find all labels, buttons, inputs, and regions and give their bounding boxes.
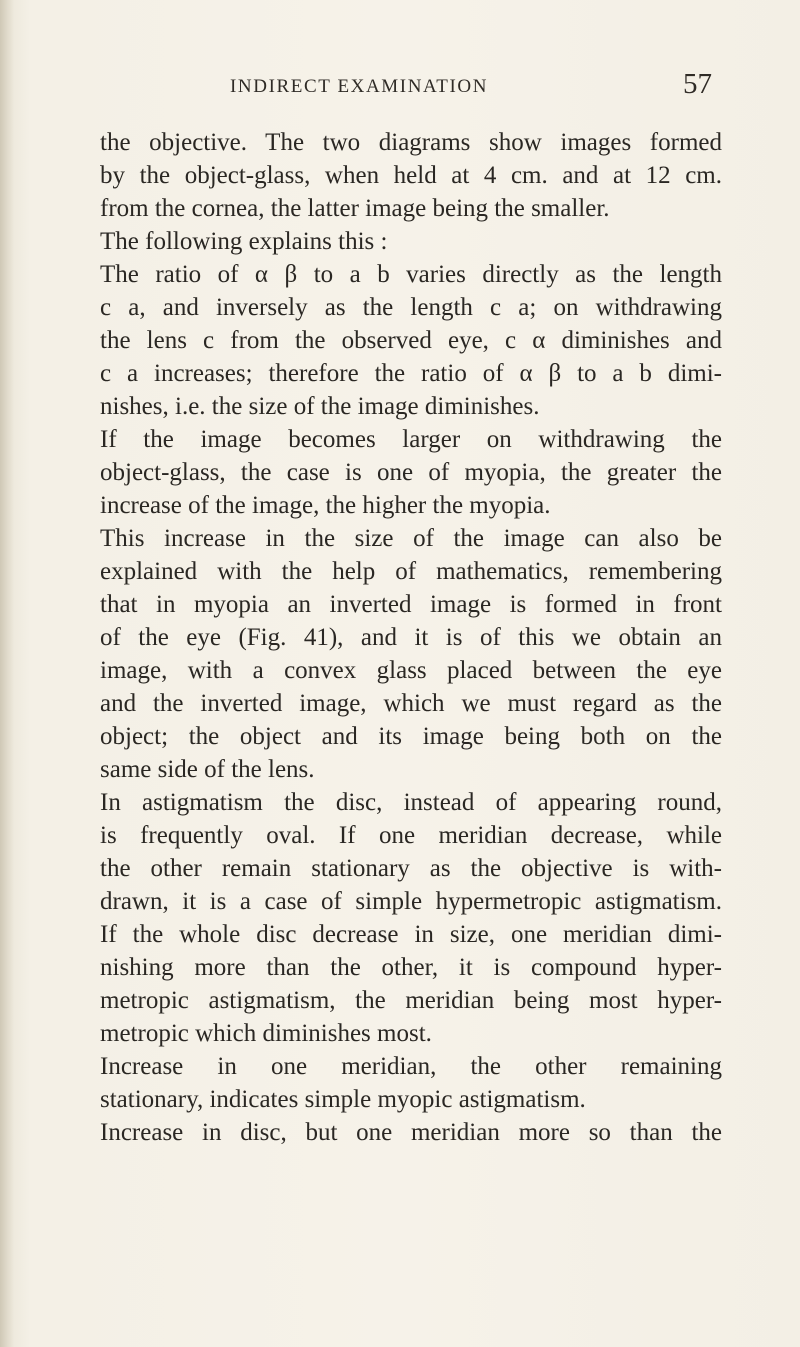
page-binding-edge xyxy=(0,0,14,1347)
text-line: The following explains this : xyxy=(100,228,388,255)
text-line: same side of the lens. xyxy=(100,756,315,783)
text-line: c a, and inversely as the length c a; on withdrawing xyxy=(100,294,722,321)
text-line: by the object-glass, when held at 4 cm. and at 12 cm. xyxy=(100,162,722,189)
text-line: drawn, it is a case of simple hypermetropic astigmatism. xyxy=(100,888,722,915)
text-line: increase of the image, the higher the myopia. xyxy=(100,492,551,519)
page-header xyxy=(100,68,712,108)
text-line: stationary, indicates simple myopic astigmatism. xyxy=(100,1086,586,1113)
text-line: The ratio of α β to a b varies directly as the length xyxy=(100,261,722,288)
running-head: INDIRECT EXAMINATION xyxy=(230,76,489,97)
text-line: object; the object and its image being both on the xyxy=(100,723,722,750)
text-line: Increase in disc, but one meridian more so than the xyxy=(100,1119,722,1146)
text-line: object-glass, the case is one of myopia, the greater the xyxy=(100,459,722,486)
text-line: This increase in the size of the image can also be xyxy=(100,525,722,552)
text-line: metropic which diminishes most. xyxy=(100,1020,432,1047)
text-line: the other remain stationary as the objective is with- xyxy=(100,855,722,882)
text-line: nishing more than the other, it is compound hyper- xyxy=(100,954,722,981)
text-line: Increase in one meridian, the other remaining xyxy=(100,1053,722,1080)
text-line: the objective. The two diagrams show images formed xyxy=(100,129,722,156)
text-line: of the eye (Fig. 41), and it is of this we obtain an xyxy=(100,624,722,651)
text-line: the lens c from the observed eye, c α diminishes and xyxy=(100,327,722,354)
text-line: In astigmatism the disc, instead of appearing round, xyxy=(100,789,722,816)
body-text xyxy=(100,126,722,1149)
text-line: c a increases; therefore the ratio of α β to a b dimi- xyxy=(100,360,722,387)
text-line: If the whole disc decrease in size, one meridian dimi- xyxy=(100,921,722,948)
text-line: is frequently oval. If one meridian decrease, while xyxy=(100,822,722,849)
text-line: that in myopia an inverted image is formed in front xyxy=(100,591,722,618)
text-line: nishes, i.e. the size of the image diminishes. xyxy=(100,393,540,420)
text-line: image, with a convex glass placed between the eye xyxy=(100,657,722,684)
text-line: explained with the help of mathematics, remembering xyxy=(100,558,722,585)
page-number: 57 xyxy=(683,68,712,100)
text-line: If the image becomes larger on withdrawing the xyxy=(100,426,722,453)
text-line: and the inverted image, which we must regard as the xyxy=(100,690,722,717)
text-line: from the cornea, the latter image being the smaller. xyxy=(100,195,610,222)
text-line: metropic astigmatism, the meridian being most hyper- xyxy=(100,987,722,1014)
